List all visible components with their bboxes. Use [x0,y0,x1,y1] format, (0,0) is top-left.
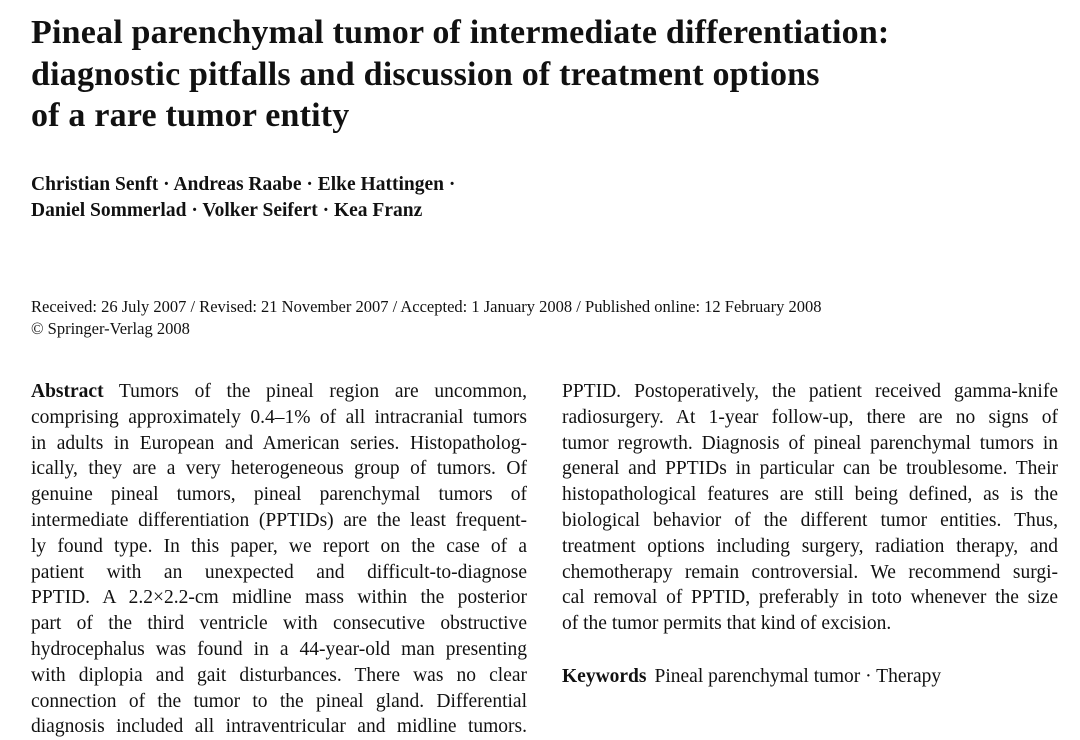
title-line: of a rare tumor entity [31,97,350,134]
abstract-line: biological behavior of the different tumor entities. Thus, [562,509,1058,531]
abstract-line [31,379,527,405]
abstract-line: PPTID. A 2.2×2.2-cm midline mass within the posterior [31,587,527,609]
keywords-label: Keywords [562,666,647,687]
abstract-line: of the tumor permits that kind of excision. [562,613,892,635]
abstract-line: patient with an unexpected and difficult-to-diagnose [31,561,527,583]
abstract-right-column [562,379,1058,637]
abstract-label: Abstract [31,381,104,402]
abstract-line: part of the third ventricle with consecutive obstructive [31,613,527,635]
abstract-line: genuine pineal tumors, pineal parenchymal tumors of [31,484,527,506]
abstract-line: hydrocephalus was found in a 44-year-old man presenting [31,638,527,660]
publication-info [31,296,822,340]
abstract-line: connection of the tumor to the pineal gland. Differential [31,690,527,712]
abstract-line: radiosurgery. At 1-year follow-up, there are no signs of [562,406,1058,428]
abstract-line: histopathological features are still being defined, as is the [562,484,1058,506]
author-line: Daniel Sommerlad · Volker Seifert · Kea Franz [31,200,423,221]
title-line: diagnostic pitfalls and discussion of treatment options [31,55,820,93]
copyright-notice: © Springer-Verlag 2008 [31,319,190,338]
abstract-line: comprising approximately 0.4–1% of all intracranial tumors [31,406,527,428]
abstract-line: tumor regrowth. Diagnosis of pineal parenchymal tumors in [562,432,1058,454]
abstract-text: Tumors of the pineal region are uncommon, [118,381,527,402]
abstract-line: with diplopia and gait disturbances. There was no clear [31,664,527,686]
abstract-line: treatment options including surgery, radiation therapy, and [562,535,1058,557]
author-list [31,172,455,224]
paper-title [31,12,1031,137]
abstract-line: PPTID. Postoperatively, the patient received gamma-knife [562,381,1058,402]
abstract-line: in adults in European and American series. Histopatholog- [31,432,527,454]
publication-dates: Received: 26 July 2007 / Revised: 21 November 2007 / Accepted: 1 January 2008 / Published online: 12 February 2008 [31,297,822,316]
keywords-text: Pineal parenchymal tumor · Therapy [654,666,942,687]
title-line: Pineal parenchymal tumor of intermediate differentiation: [31,14,890,51]
abstract-left-column [31,379,527,740]
abstract-line: ly found type. In this paper, we report on the case of a [31,535,527,557]
abstract-line: ically, they are a very heterogeneous group of tumors. Of [31,458,527,480]
keywords [562,664,941,690]
abstract-line: general and PPTIDs in particular can be troublesome. Their [562,458,1058,480]
abstract-line: intermediate differentiation (PPTIDs) are the least frequent- [31,509,527,531]
abstract-line: cal removal of PPTID, preferably in toto whenever the size [562,587,1058,609]
abstract-line: diagnosis included all intraventricular and midline tumors. [31,716,527,738]
author-line: Christian Senft · Andreas Raabe · Elke Hattingen · [31,174,456,195]
abstract-line: chemotherapy remain controversial. We recommend surgi- [562,561,1058,583]
